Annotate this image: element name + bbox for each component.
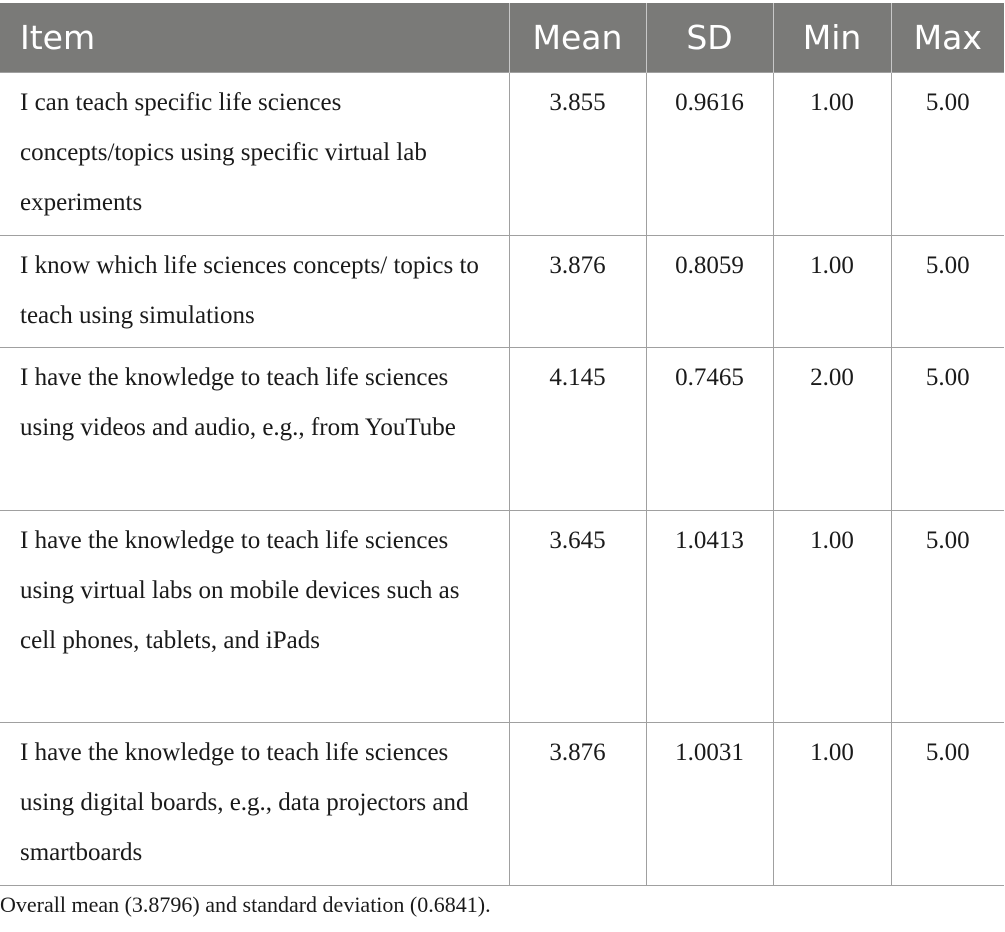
header-item: Item [0,3,509,73]
cell-max: 5.00 [891,511,1004,723]
cell-max: 5.00 [891,723,1004,886]
cell-item: I know which life sciences concepts/ topics to teach using simulations [0,236,509,348]
table-header [0,3,1004,73]
cell-max: 5.00 [891,73,1004,236]
header-mean: Mean [509,3,646,73]
table-row [0,348,1004,511]
cell-mean: 4.145 [509,348,646,511]
cell-min: 1.00 [773,73,891,236]
cell-item: I have the knowledge to teach life sciences using videos and audio, e.g., from YouTube [0,348,509,511]
cell-min: 1.00 [773,723,891,886]
header-max: Max [891,3,1004,73]
table-row [0,73,1004,236]
cell-item: I have the knowledge to teach life sciences using virtual labs on mobile devices such as cell phones, tablets, and iPads [0,511,509,723]
cell-sd: 0.7465 [646,348,773,511]
cell-min: 1.00 [773,236,891,348]
cell-mean: 3.855 [509,73,646,236]
header-row [0,3,1004,73]
cell-item: I can teach specific life sciences concepts/topics using specific virtual lab experiments [0,73,509,236]
cell-max: 5.00 [891,236,1004,348]
cell-min: 2.00 [773,348,891,511]
table-row [0,723,1004,886]
cell-mean: 3.645 [509,511,646,723]
table-footnote: Overall mean (3.8796) and standard deviation (0.6841). [0,892,491,917]
table-row [0,511,1004,723]
cell-item: I have the knowledge to teach life sciences using digital boards, e.g., data projectors and smartboards [0,723,509,886]
cell-mean: 3.876 [509,236,646,348]
table-body [0,73,1004,886]
cell-mean: 3.876 [509,723,646,886]
cell-min: 1.00 [773,511,891,723]
cell-sd: 1.0413 [646,511,773,723]
cell-sd: 1.0031 [646,723,773,886]
cell-sd: 0.8059 [646,236,773,348]
cell-max: 5.00 [891,348,1004,511]
header-min: Min [773,3,891,73]
statistics-table [0,3,1004,886]
header-sd: SD [646,3,773,73]
table-row [0,236,1004,348]
cell-sd: 0.9616 [646,73,773,236]
